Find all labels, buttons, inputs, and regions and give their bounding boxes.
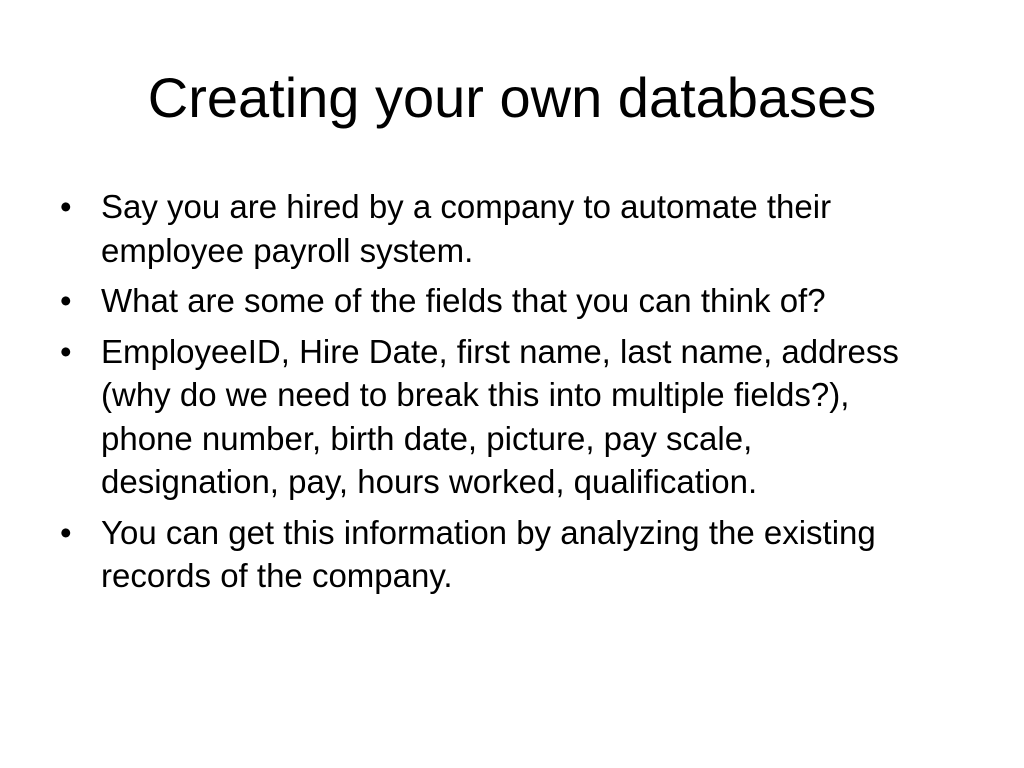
bullet-marker: • [60, 332, 72, 370]
bullet-list [58, 185, 918, 605]
bullet-text: What are some of the fields that you can think of? [101, 282, 826, 319]
bullet-marker: • [60, 188, 72, 225]
bullet-item [58, 185, 918, 272]
bullet-marker: • [60, 513, 72, 551]
bullet-item [58, 279, 918, 323]
bullet-text: Say you are hired by a company to automate their employee payroll system. [101, 188, 832, 269]
bullet-marker: • [60, 282, 72, 319]
bullet-item [58, 511, 918, 598]
bullet-text: You can get this information by analyzing the existing records of the company. [101, 513, 876, 594]
slide-title: Creating your own databases [147, 66, 877, 129]
bullet-text: EmployeeID, Hire Date, first name, last name, address (why do we need to break this into multiple fields?), phone number, birth date, picture, pay scale, designation, pay, hours worked, qualification. [101, 332, 899, 500]
bullet-item [58, 330, 918, 504]
